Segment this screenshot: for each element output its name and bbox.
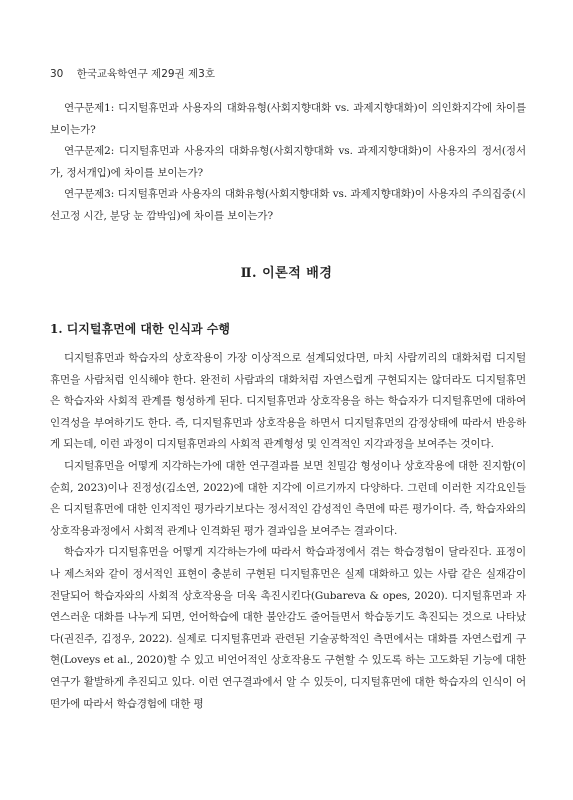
research-question-3: 연구문제3: 디지털휴먼과 사용자의 대화유형(사회지향대화 vs. 과제지향대화)이 사용자의 주의집중(시선고정 시간, 분당 눈 깜박임)에 차이를 보이는가? xyxy=(50,188,526,222)
paragraph-1: 디지털휴먼과 학습자의 상호작용이 가장 이상적으로 설계되었다면, 마치 사람끼리의 대화처럼 디지털휴먼을 사람처럼 인식해야 한다. 완전히 사람과의 대화처럼 자연스럽게 구현되지는 않더라도 디지털휴먼은 학습자와 사회적 관계를 형성하게 된다. 디지털휴먼과 상호작용을 하는 학습자가 디지털휴먼에 대하여 인격성을 부여하기도 한다. 즉, 디지털휴먼과 상호작용을 하면서 디지털휴먼의 감정상태에 따라서 반응하게 되는데, 이런 과정이 디지털휴먼과의 사회적 관계형성 및 인격적인 지각과정을 보여주는 것이다. xyxy=(50,352,526,451)
research-questions xyxy=(50,98,526,228)
body-text xyxy=(50,348,526,715)
running-header xyxy=(50,66,215,81)
page-number: 30 xyxy=(50,68,64,80)
journal-title: 한국교육학연구 제29권 제3호 xyxy=(76,68,216,80)
paragraph-3: 학습자가 디지털휴먼을 어떻게 지각하는가에 따라서 학습과정에서 겪는 학습경험이 달라진다. 표정이나 제스처와 같이 정서적인 표현이 충분히 구현된 디지털휴먼은 실제 대화하고 있는 사람 같은 실재감이 전달되어 학습자와의 사회적 상호작용을 더욱 촉진시킨다(Gubareva & opes, 2020). 디지털휴먼과 자연스러운 대화를 나누게 되면, 언어학습에 대한 불안감도 줄어들면서 학습동기도 촉진되는 것으로 나타났다(권진주, 김정우, 2022). 실제로 디지털휴먼과 관련된 기술공학적인 측면에서는 대화를 자연스럽게 구현(Loveys et al., 2020)할 수 있고 비언어적인 상호작용도 구현할 수 있도록 하는 고도화된 기능에 대한 연구가 활발하게 추진되고 있다. 이런 연구결과에서 알 수 있듯이, 디지털휴먼에 대한 학습자의 인식이 어떤가에 따라서 학습경험에 대한 평 xyxy=(50,546,526,710)
section-title: Ⅱ. 이론적 배경 xyxy=(240,266,333,281)
research-question-1: 연구문제1: 디지털휴먼과 사용자의 대화유형(사회지향대화 vs. 과제지향대화)이 의인화지각에 차이를 보이는가? xyxy=(50,102,526,136)
research-question-2: 연구문제2: 디지털휴먼과 사용자의 대화유형(사회지향대화 vs. 과제지향대화)이 사용자의 정서(정서가, 정서개입)에 차이를 보이는가? xyxy=(50,145,526,179)
subsection-title: 1. 디지털휴먼에 대한 인식과 수행 xyxy=(50,322,230,336)
paragraph-2: 디지털휴먼을 어떻게 지각하는가에 대한 연구결과를 보면 친밀감 형성이나 상호작용에 대한 진지함(이순희, 2023)이나 진정성(김소연, 2022)에 대한 지각에 이르기까지 다양하다. 그런데 이러한 지각요인들은 디지털휴먼에 대한 인지적인 평가라기보다는 정서적인 감성적인 측면에 따른 평가이다. 즉, 학습자와의 상호작용과정에서 사회적 관계나 인격화된 평가 결과임을 보여주는 결과이다. xyxy=(50,459,526,537)
